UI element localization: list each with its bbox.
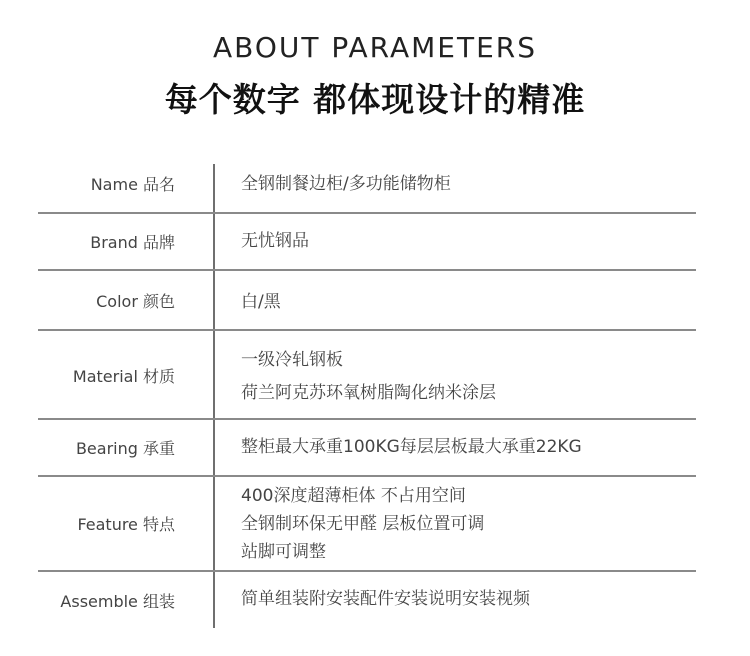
parameters-table: [38, 0, 696, 656]
param-value: [241, 482, 691, 566]
param-value: [241, 170, 691, 198]
param-row-bearing: [38, 419, 696, 475]
param-value-line: 一级冷轧钢板: [241, 350, 343, 370]
param-label: Brand 品牌: [90, 233, 175, 252]
param-label: Color 颜色: [96, 292, 175, 311]
param-value-line: 400深度超薄柜体 不占用空间: [241, 486, 466, 506]
title-english: ABOUT PARAMETERS: [212, 31, 537, 64]
param-label: Bearing 承重: [75, 439, 175, 458]
param-value-line: 荷兰阿克苏环氧树脂陶化纳米涂层: [241, 383, 496, 403]
param-value: [241, 288, 691, 316]
param-value: [241, 344, 691, 410]
param-label: Material 材质: [72, 367, 175, 386]
param-value-line: 无忧钢品: [241, 231, 309, 251]
param-row-name: [38, 164, 696, 212]
param-label: Feature 特点: [77, 515, 175, 534]
param-label: Name 品名: [90, 175, 175, 194]
param-row-feature: [38, 476, 696, 570]
param-label: Assemble 组装: [60, 592, 175, 611]
param-value-line: 整柜最大承重100KG每层层板最大承重22KG: [241, 437, 582, 457]
param-value: [241, 227, 691, 255]
param-value: [241, 585, 691, 613]
param-row-color: [38, 270, 696, 329]
param-value-line: 全钢制餐边柜/多功能储物柜: [241, 174, 451, 194]
param-row-brand: [38, 213, 696, 269]
param-value: [241, 433, 691, 461]
param-row-assemble: [38, 571, 696, 628]
param-value-line: 白/黑: [241, 292, 281, 312]
title-chinese: 每个数字 都体现设计的精准: [164, 80, 586, 119]
param-value-line: 简单组装附安装配件安装说明安装视频: [241, 589, 530, 609]
param-value-line: 全钢制环保无甲醛 层板位置可调: [241, 514, 485, 534]
param-row-material: [38, 330, 696, 418]
param-value-line: 站脚可调整: [241, 542, 326, 562]
